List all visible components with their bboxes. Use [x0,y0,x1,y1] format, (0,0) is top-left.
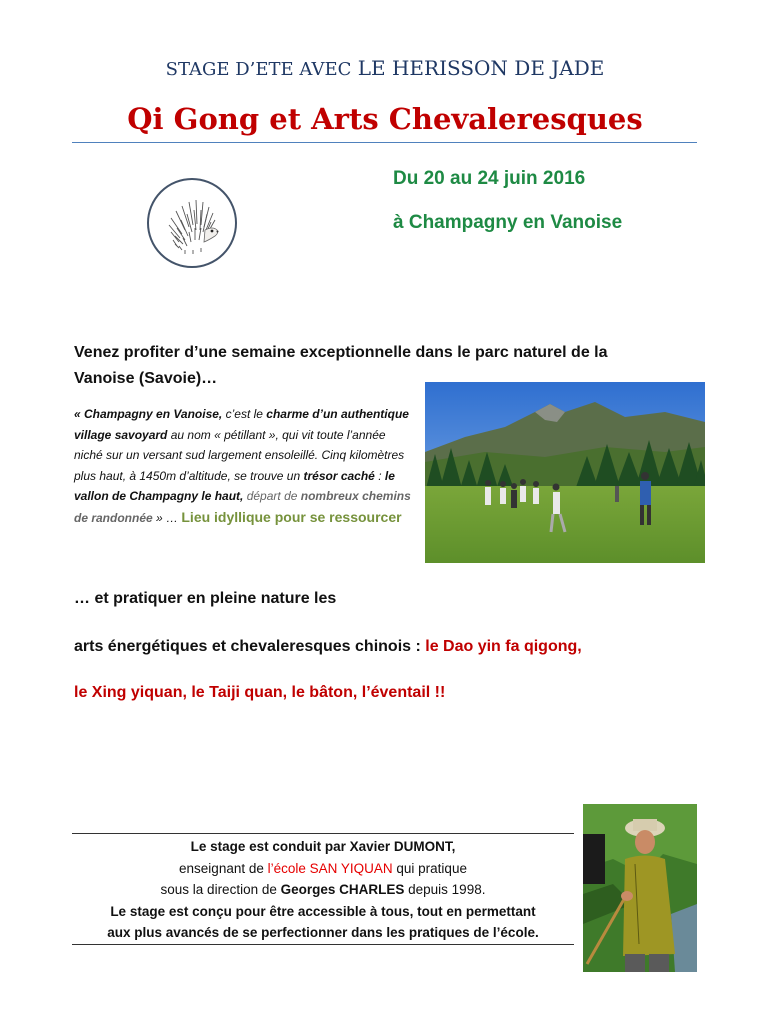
footer-highlight: l’école SAN YIQUAN [267,860,393,876]
footer-line: aux plus avancés de se perfectionner dans les pratiques de l’école. [107,925,539,940]
footer-text: enseignant de [179,860,268,876]
quote-segment: : [374,468,385,483]
footer-text: qui pratique [392,860,467,876]
footer-line [72,858,574,880]
footer-line: Le stage est conçu pour être accessible à tous, tout en permettant [110,903,536,919]
quote-segment: charme d’un authentique village savoyard [74,407,409,442]
quote-segment: le vallon de Champagny le haut, [74,468,395,504]
footer-line [72,879,574,901]
footer-line: Le stage est conduit par Xavier DUMONT, [190,839,456,854]
event-dates: Du 20 au 24 juin 2016 [393,168,586,189]
practice-highlight: le Dao yin fa qigong, [425,638,582,655]
hedgehog-logo [147,178,237,268]
intro-line: Venez profiter d’une semaine exceptionnelle dans le parc naturel de la [74,344,608,361]
page-title: Qi Gong et Arts Chevaleresques [127,102,643,136]
instructor-photo [583,804,697,972]
quote-paragraph [74,404,412,529]
supertitle-part1: STAGE D’ETE AVEC [165,59,352,80]
footer-bottom-divider [72,944,574,945]
practice-line: … et pratiquer en pleine nature les [74,590,337,607]
quote-highlight: Lieu idyllique pour se ressourcer [181,508,402,525]
quote-segment: « Champagny en Vanoise, [74,407,223,421]
practice-line [74,638,582,656]
supertitle [0,56,770,80]
event-place: à Champagny en Vanoise [393,212,623,233]
footer-box [72,836,574,944]
footer-highlight: Georges CHARLES [280,882,405,897]
practice-text: arts énergétiques et chevaleresques chinois : [74,638,426,655]
footer-top-divider [72,833,574,834]
quote-segment: nombreux chemins de randonnée [74,489,411,525]
quote-segment: trésor caché [303,468,375,483]
practice-line: le Xing yiquan, le Taiji quan, le bâton, l’éventail !! [74,684,446,701]
quote-segment: c’est le [222,407,267,421]
quote-segment: départ de [243,489,301,504]
supertitle-part2: LE HERISSON DE JADE [357,56,605,80]
quote-segment: au nom « pétillant », qui vit toute l’année niché sur un versant sud largement ensoleillé. Cinq kilomètres plus haut, à 1450m d’altitude, se trouve un [74,427,405,483]
footer-text: sous la direction de [160,882,281,897]
footer-text: depuis 1998. [404,882,486,897]
meadow-group-photo [425,382,705,563]
quote-segment: » … [152,510,182,525]
intro-line: Vanoise (Savoie)… [74,370,218,387]
title-divider [72,142,697,143]
hedgehog-icon [149,180,235,266]
